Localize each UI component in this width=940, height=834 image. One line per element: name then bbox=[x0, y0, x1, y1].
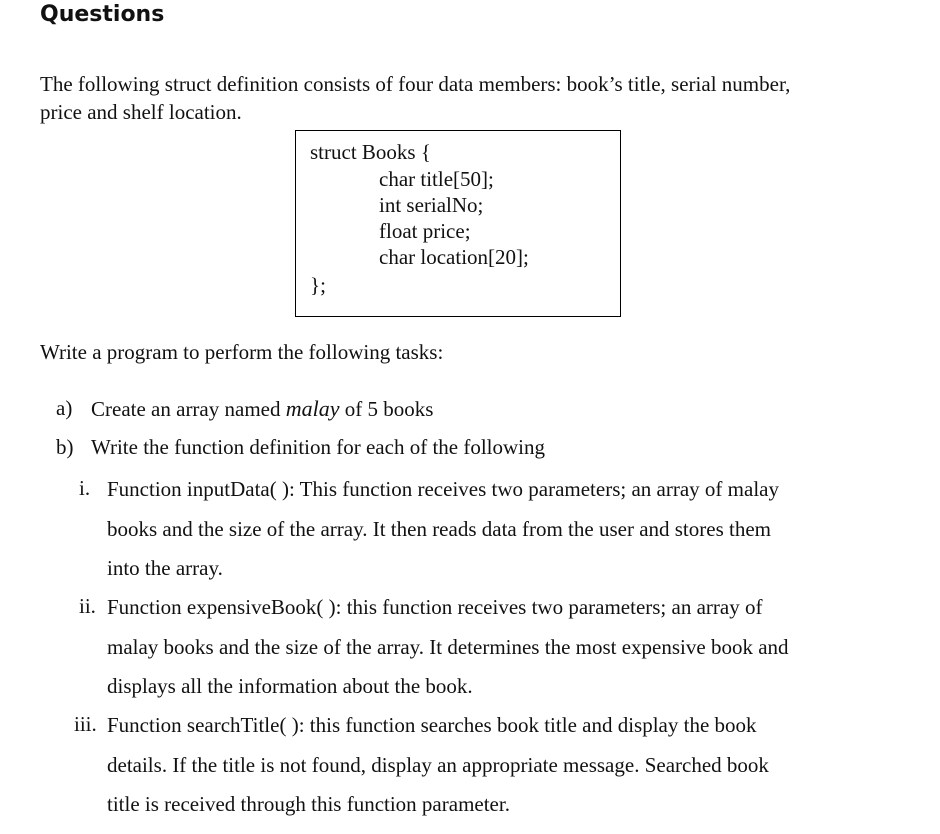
subtask-ii-label: ii. bbox=[79, 594, 96, 618]
subtask-i-label: i. bbox=[79, 476, 91, 500]
task-b-label: b) bbox=[56, 435, 74, 459]
subtask-ii-line-1: Function expensiveBook( ): this function receives two parameters; an array of bbox=[107, 595, 763, 619]
struct-code-box bbox=[295, 130, 621, 317]
subtask-iii-text bbox=[107, 706, 867, 825]
task-a bbox=[56, 396, 434, 421]
task-b bbox=[56, 435, 546, 460]
task-b-text: Write the function definition for each of the following bbox=[91, 435, 546, 459]
task-a-prefix: Create an array named bbox=[91, 397, 281, 421]
subtask-i-text bbox=[107, 470, 867, 589]
subtask-i-line-1: Function inputData( ): This function receives two parameters; an array of malay bbox=[107, 477, 779, 501]
page-title: Questions bbox=[40, 2, 165, 27]
tasks-intro: Write a program to perform the following tasks: bbox=[40, 340, 444, 364]
subtask-ii-text bbox=[107, 588, 867, 707]
code-member-title: char title[50]; bbox=[379, 167, 494, 191]
intro-paragraph bbox=[40, 70, 900, 126]
code-member-location: char location[20]; bbox=[379, 245, 529, 269]
subtask-i-line-3: into the array. bbox=[107, 556, 223, 580]
task-a-array-name: malay bbox=[285, 396, 340, 421]
subtask-ii-line-2: malay books and the size of the array. It determines the most expensive book and bbox=[107, 634, 789, 659]
subtask-iii-line-3: title is received through this function parameter. bbox=[107, 792, 510, 816]
code-struct-open: struct Books { bbox=[310, 140, 431, 164]
code-member-serial: int serialNo; bbox=[379, 193, 484, 217]
subtask-i-line-2: books and the size of the array. It then reads data from the user and stores them bbox=[107, 516, 771, 541]
subtask-ii-line-3: displays all the information about the book. bbox=[107, 674, 473, 698]
task-a-label: a) bbox=[56, 396, 73, 420]
intro-line-2: price and shelf location. bbox=[40, 100, 242, 124]
intro-line-1: The following struct definition consists of four data members: book’s title, serial number, bbox=[40, 72, 791, 96]
subtask-iii-line-1: Function searchTitle( ): this function searches book title and display the book bbox=[107, 713, 757, 737]
code-struct-close: }; bbox=[310, 273, 326, 297]
code-member-price: float price; bbox=[379, 219, 471, 243]
subtask-iii-line-2: details. If the title is not found, display an appropriate message. Searched book bbox=[107, 752, 769, 777]
subtask-iii-label: iii. bbox=[74, 712, 97, 736]
task-a-suffix: of 5 books bbox=[344, 397, 434, 421]
